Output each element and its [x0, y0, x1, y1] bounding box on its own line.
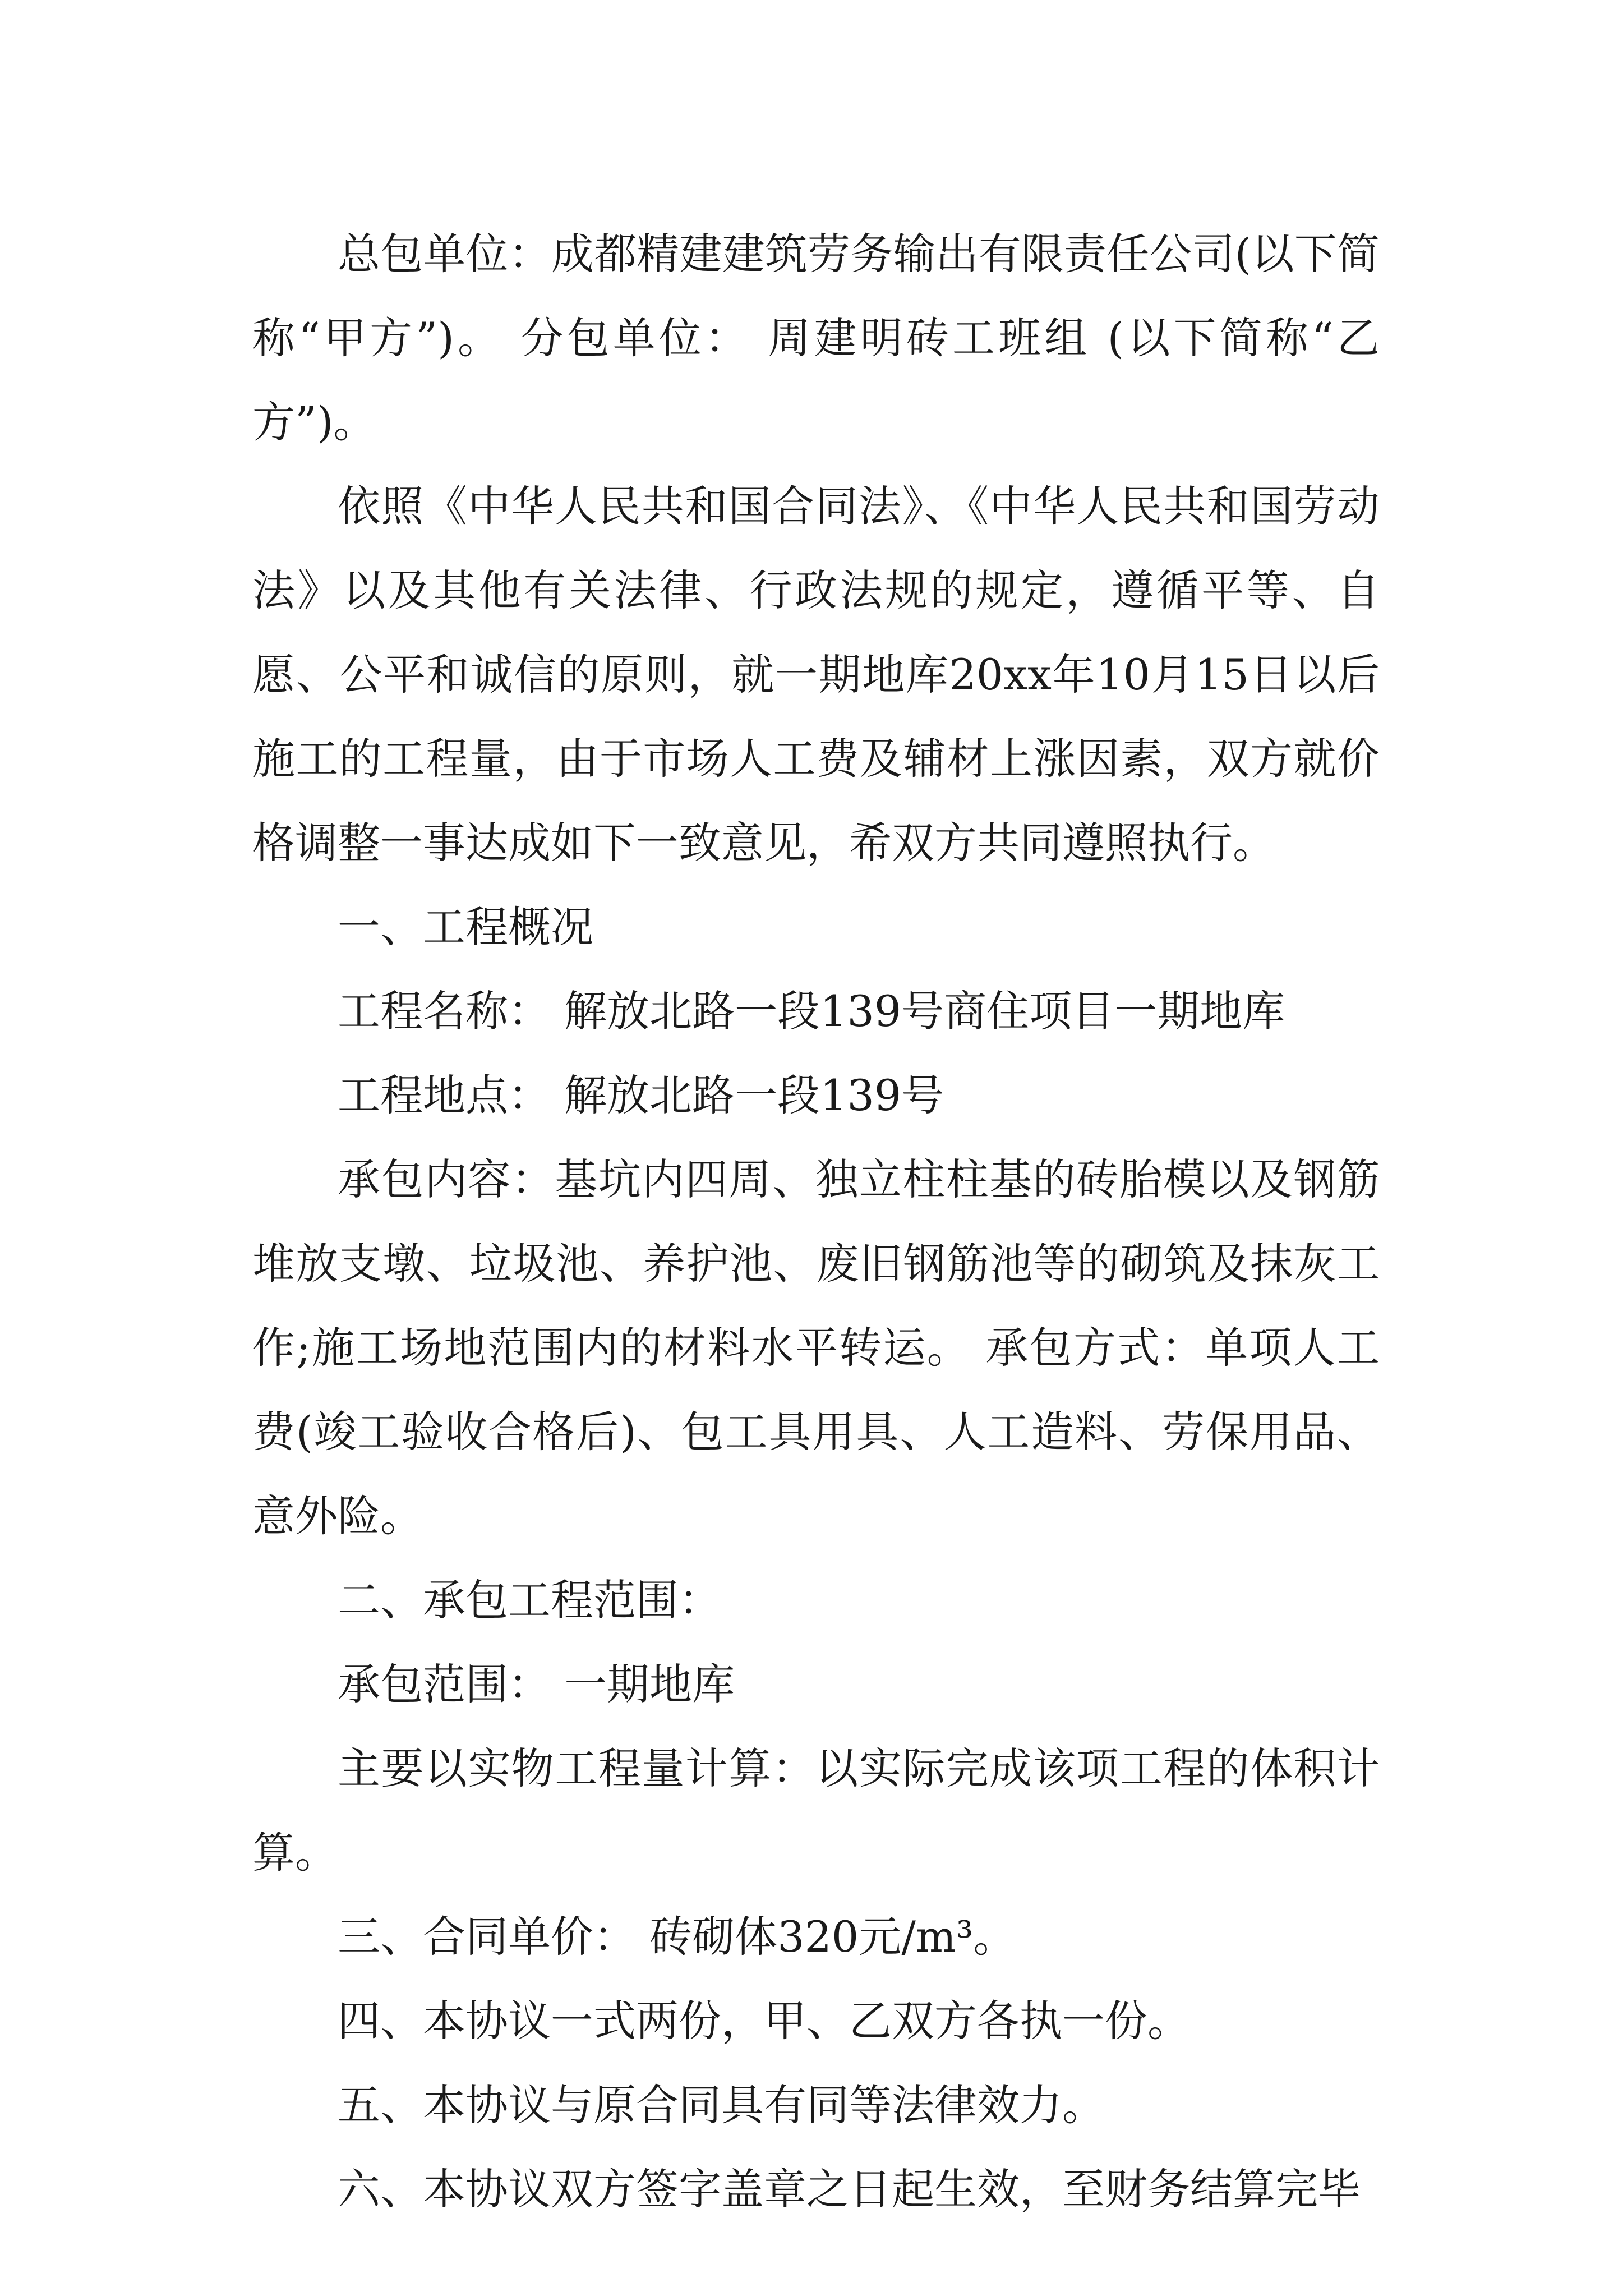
paragraph-contract-content: 承包内容：基坑内四周、独立柱柱基的砖胎模以及钢筋堆放支墩、垃圾池、养护池、废旧钢筋池等的砌筑及抹灰工作;施工场地范围内的材料水平转运。 承包方式：单项人工费(竣工验收合格后)、包工具用具、人工造料、劳保用品、意外险。 — [252, 1154, 1380, 1541]
paragraph-effective-date: 六、本协议双方签字盖章之日起生效，至财务结算完毕 — [338, 2164, 1361, 2214]
paragraph-legal-effect: 五、本协议与原合同具有同等法律效力。 — [338, 2080, 1105, 2130]
document-body — [252, 212, 1380, 2231]
paragraph-scope: 承包范围： 一期地库 — [338, 1659, 735, 1709]
section-heading-scope: 二、承包工程范围： — [338, 1575, 721, 1625]
paragraph-unit-price: 三、合同单价： 砖砌体320元/m³。 — [338, 1912, 1016, 1962]
paragraph-copies: 四、本协议一式两份，甲、乙双方各执一份。 — [338, 1996, 1190, 2046]
paragraph-parties: 总包单位：成都精建建筑劳务输出有限责任公司(以下简称“甲方”)。 分包单位： 周建明砖工班组 (以下简称“乙方”)。 — [252, 229, 1380, 447]
section-heading-overview: 一、工程概况 — [338, 902, 593, 952]
paragraph-project-name: 工程名称： 解放北路一段139号商住项目一期地库 — [338, 986, 1285, 1036]
paragraph-project-location: 工程地点： 解放北路一段139号 — [338, 1070, 944, 1120]
paragraph-legal-basis: 依照《中华人民共和国合同法》、《中华人民共和国劳动法》以及其他有关法律、行政法规的规定，遵循平等、自愿、公平和诚信的原则，就一期地库20xx年10月15日以后施工的工程量，由于市场人工费及辅材上涨因素，双方就价格调整一事达成如下一致意见，希双方共同遵照执行。 — [252, 481, 1380, 868]
paragraph-calculation: 主要以实物工程量计算：以实际完成该项工程的体积计算。 — [252, 1743, 1380, 1878]
